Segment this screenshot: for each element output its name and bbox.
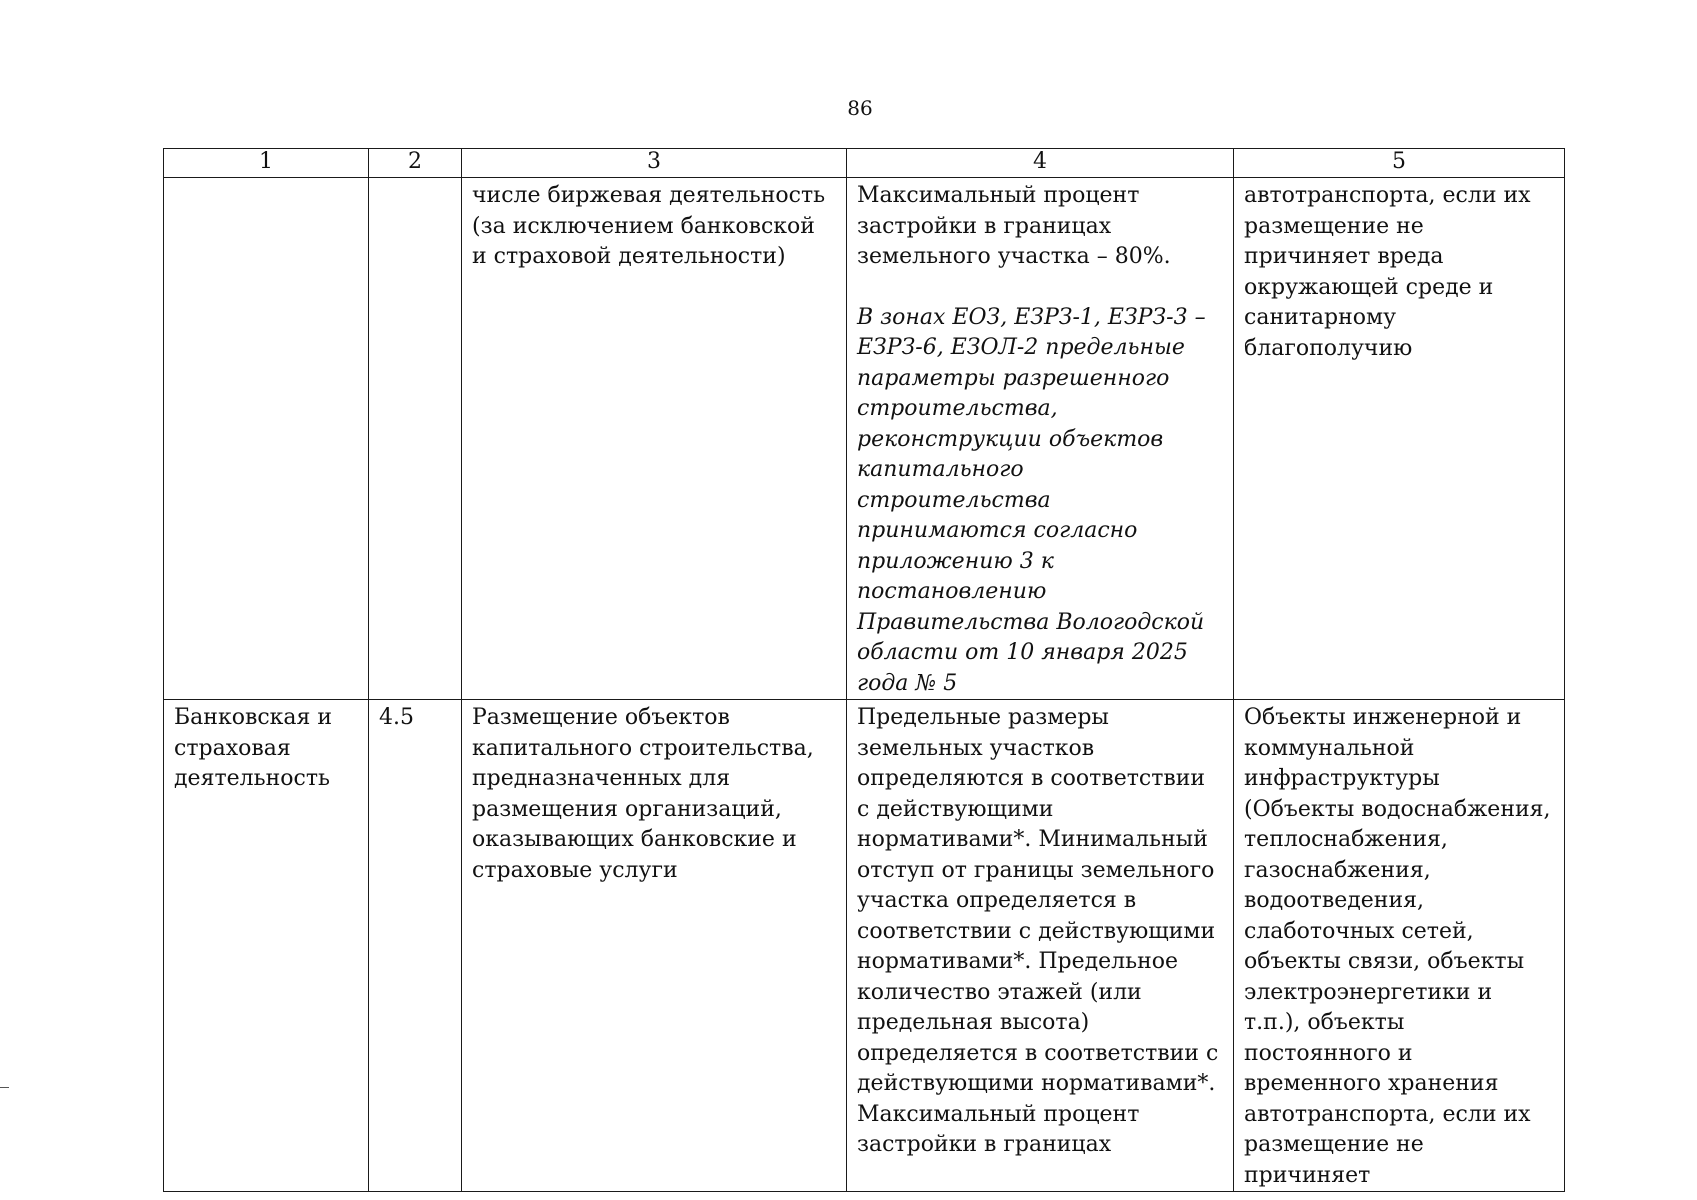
column-header-1: 1 <box>164 149 369 178</box>
row2-parameters-cell: Предельные размеры земельных участков определяются в соответствии с действующими нормативами*. Минимальный отступ от границы земельного участка определяется в соответствии с действующими нормативами*. Предельное количество этажей (или предельная высота) определяется в соответствии с действующими нормативами*. Максимальный процент застройки в границах <box>847 700 1234 1192</box>
column-header-5: 5 <box>1234 149 1565 178</box>
row1-zones-note: В зонах ЕОЗ, ЕЗРЗ-1, ЕЗРЗ-3 – ЕЗРЗ-6, ЕЗОЛ-2 предельные параметры разрешенного строительства, реконструкции объектов капитального строительства принимаются согласно приложению 3 к постановлению Правительства Вологодской области от 10 января 2025 года № 5 <box>857 304 1206 696</box>
row2-auxiliary-uses-cell: Объекты инженерной и коммунальной инфраструктуры (Объекты водоснабжения, теплоснабжения, газоснабжения, водоотведения, слаботочных сетей, объекты связи, объекты электроэнергетики и т.п.), объекты постоянного и временного хранения автотранспорта, если их размещение не причиняет <box>1234 700 1565 1192</box>
table-row <box>164 700 1565 1192</box>
paragraph-gap <box>857 273 1223 303</box>
row2-use-name-cell: Банковская и страховая деятельность <box>164 700 369 1192</box>
row2-description-cell: Размещение объектов капитального строительства, предназначенных для размещения организаций, оказывающих банковские и страховые услуги <box>462 700 847 1192</box>
row2-code-cell: 4.5 <box>369 700 462 1192</box>
column-header-4: 4 <box>847 149 1234 178</box>
table-row <box>164 178 1565 700</box>
page-number: 86 <box>847 96 873 120</box>
regulations-table <box>163 148 1565 1192</box>
row1-parameters-cell <box>847 178 1234 700</box>
column-header-3: 3 <box>462 149 847 178</box>
row1-use-name-cell <box>164 178 369 700</box>
row1-parameters-text: Максимальный процент застройки в границах земельного участка – 80%. <box>857 183 1171 269</box>
column-header-2: 2 <box>369 149 462 178</box>
scan-margin-mark <box>0 1087 9 1088</box>
row1-description-cell: числе биржевая деятельность (за исключением банковской и страховой деятельности) <box>462 178 847 700</box>
table-header-row <box>164 149 1565 178</box>
row1-auxiliary-uses-cell: автотранспорта, если их размещение не причиняет вреда окружающей среде и санитарному благополучию <box>1234 178 1565 700</box>
row1-code-cell <box>369 178 462 700</box>
